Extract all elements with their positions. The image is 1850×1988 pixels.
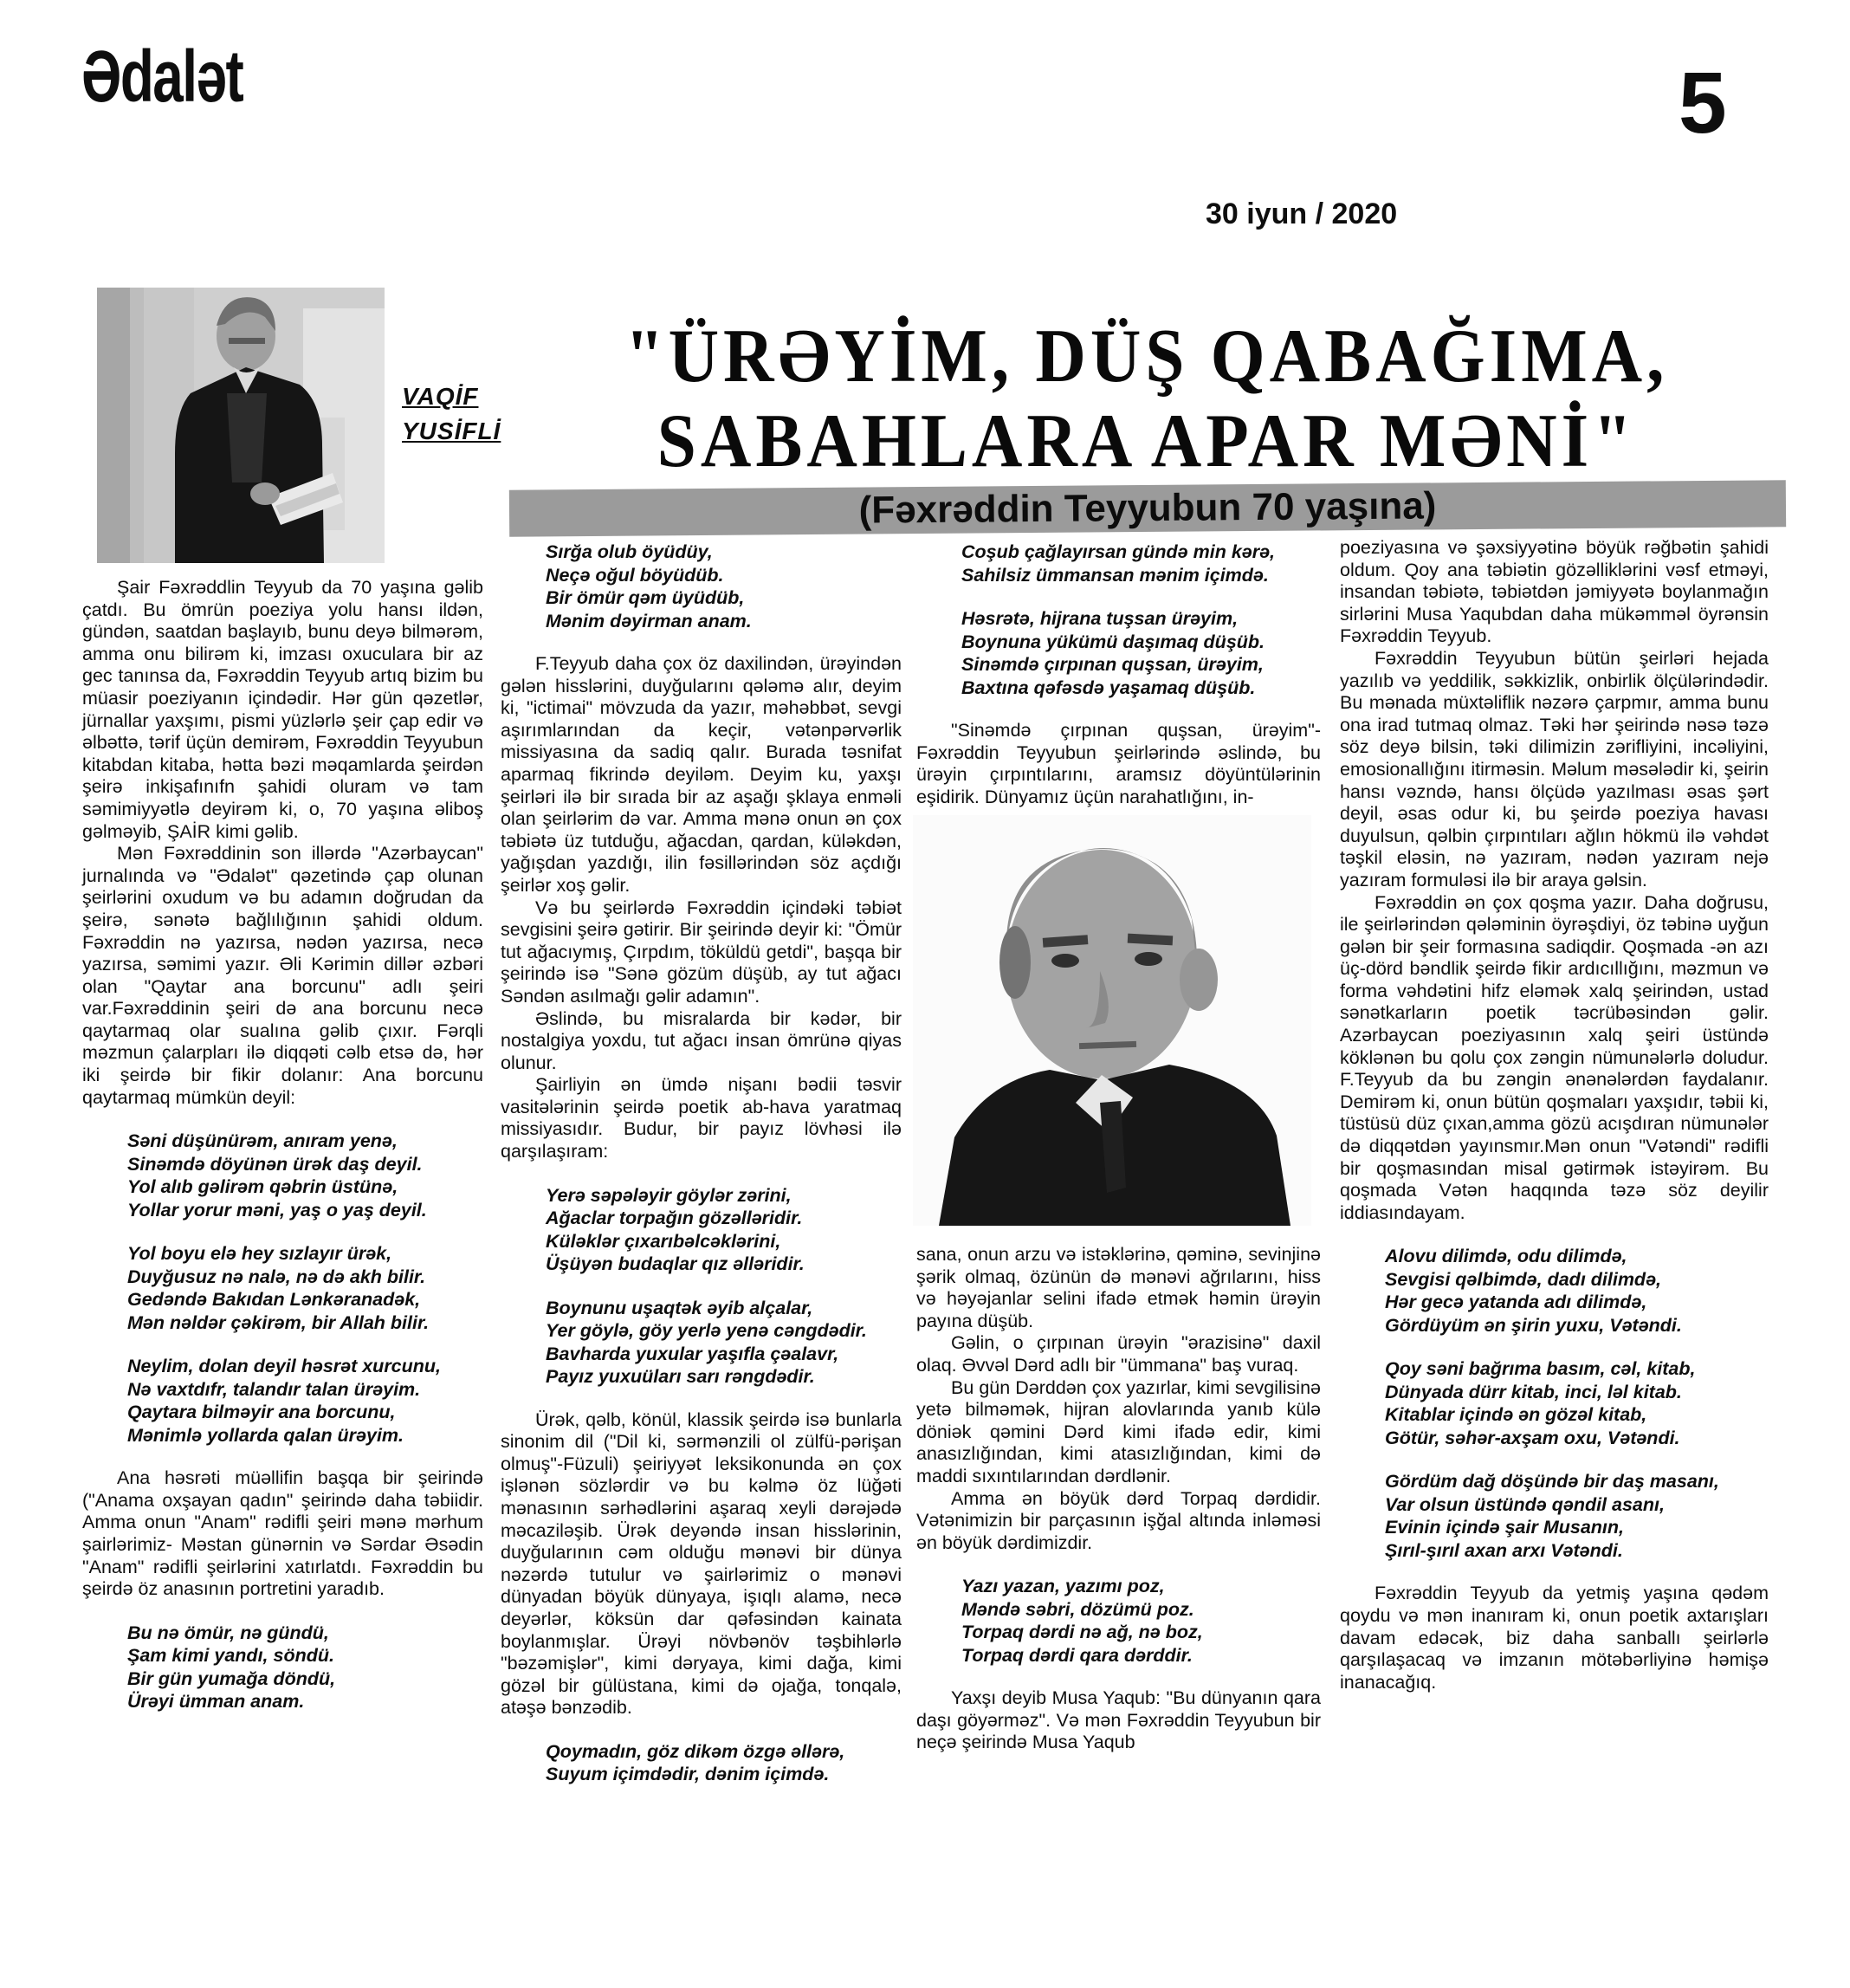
- poem-line: Dünyada dürr kitab, inci, ləl kitab.: [1385, 1381, 1682, 1402]
- poem-line: Qoymadın, göz dikəm özgə əllərə,: [546, 1740, 845, 1762]
- author-photo: [97, 288, 385, 563]
- poem-stanza: [546, 1297, 902, 1389]
- poem-line: Sinəmdə çırpınan quşsan, ürəyim,: [961, 654, 1264, 675]
- portrait-photo: [913, 815, 1311, 1226]
- poem-stanza: [546, 1740, 902, 1786]
- poem-stanza: [1385, 1357, 1769, 1449]
- article-column-3: [916, 537, 1321, 1754]
- poem-stanza: [127, 1130, 483, 1221]
- poem-line: Boynunu uşaqtək əyib alçalar,: [546, 1297, 813, 1318]
- article-paragraph: Amma ən böyük dərd Torpaq dərdidir. Vətənimizin bir parçasının işğal altında inləməsi ən böyük dərdimizdir.: [916, 1487, 1321, 1553]
- article-paragraph: poeziyasına və şəxsiyyətinə böyük rəğbətin şahidi oldum. Qoy ana təbiətin gözəlliklərini vəsf etməyi, insandan təbiətə, təbiətdən jəmiyyətə boylanmağın sirlərini Musa Yaqubdan daha mükəmməl öyrənsin Fəxrəddin Teyyub.: [1340, 537, 1769, 647]
- poem-line: Götür, səhər-axşam oxu, Vətəndi.: [1385, 1427, 1680, 1448]
- poem-line: Şam kimi yandı, söndü.: [127, 1645, 334, 1667]
- byline-last-name: YUSİFLİ: [402, 418, 501, 444]
- poem-line: Həsrətə, hijrana tuşsan ürəyim,: [961, 608, 1239, 629]
- poem-line: Baxtına qəfəsdə yaşamaq düşüb.: [961, 677, 1256, 698]
- newspaper-title: Ədalət: [81, 36, 243, 117]
- poem-line: Bavharda yuxular yaşıfla çəalavr,: [546, 1343, 839, 1364]
- poem-line: Sırğa olub öyüdüy,: [546, 541, 713, 562]
- article-paragraph: sana, onun arzu və istəklərinə, qəminə, sevinjinə şərik olmaq, özünün də mənəvi ağrılarını, hiss və həyəjanlar selini ifadə etmək həmin ürəyin payına düşüb.: [916, 1243, 1321, 1331]
- poem-line: Duyğusuz nə nalə, nə də akh bilir.: [127, 1266, 426, 1287]
- poem-line: Alovu dilimdə, odu dilimdə,: [1385, 1246, 1627, 1267]
- poem-line: Qaytara bilməyir ana borcunu,: [127, 1402, 396, 1423]
- article-paragraph: Əslində, bu misralarda bir kədər, bir nostalgiya yoxdu, tut ağacı insan ömrünə qiyas olunur.: [501, 1007, 902, 1073]
- page-number: 5: [1679, 55, 1727, 152]
- poem-stanza: [961, 1575, 1321, 1667]
- poem-stanza: [127, 1242, 483, 1334]
- byline-first-name: VAQİF: [402, 383, 479, 410]
- poem-line: Torpaq dərdi qara dərddir.: [961, 1644, 1193, 1666]
- poem-line: Evinin içində şair Musanın,: [1385, 1517, 1624, 1538]
- article-column-2: [501, 537, 902, 1807]
- poem-line: Ürəyi ümman anam.: [127, 1691, 305, 1713]
- poem-line: Suyum içimdədir, dənim içimdə.: [546, 1764, 830, 1785]
- poem-line: Küləklər çıxarıbəlcəklərini,: [546, 1230, 781, 1252]
- poem-stanza: [1385, 1470, 1769, 1562]
- poem-line: Gedəndə Bakıdan Lənkəranadək,: [127, 1289, 421, 1311]
- poem-line: Yol boyu elə hey sızlayır ürək,: [127, 1243, 392, 1265]
- poem-line: Yazı yazan, yazımı poz,: [961, 1576, 1165, 1597]
- poem-line: Mənimlə yollarda qalan ürəyim.: [127, 1424, 404, 1446]
- poem-line: Gördüyüm ən şirin yuxu, Vətəndi.: [1385, 1314, 1682, 1336]
- poem-line: Məndə səbri, dözümü poz.: [961, 1598, 1194, 1620]
- article-paragraph: "Sinəmdə çırpınan quşsan, ürəyim"- Fəxrəddin Teyyubun şeirlərində əslində, bu ürəyin çırpıntılarını, aramsız döyüntülərinin eşidirik. Dünyamız üçün narahatlığını, in-: [916, 720, 1321, 807]
- poem-line: Neçə oğul böyüdüb.: [546, 564, 724, 586]
- poem-line: Sahilsiz ümmansan mənim içimdə.: [961, 564, 1269, 586]
- poem-line: Qoy səni bağrıma basım, cəl, kitab,: [1385, 1358, 1696, 1380]
- poem-line: Payız yuxuüları sarı rəngdədir.: [546, 1366, 815, 1388]
- poem-line: Nə vaxtdıfr, talandır talan ürəyim.: [127, 1378, 421, 1400]
- author-block: [97, 288, 501, 565]
- article-paragraph: Şairliyin ən ümdə nişanı bədii təsvir vasitələrinin şeirdə poetik ab-hava yaratmaq missiyasıdır. Budur, bir payız lövhəsi ilə qarşılaşıram:: [501, 1074, 902, 1162]
- poem-line: Səni düşünürəm, anıram yenə,: [127, 1130, 398, 1152]
- poem-line: Üşüyən budaqlar qız əlləridir.: [546, 1253, 805, 1275]
- poem-line: Mənim dəyirman anam.: [546, 610, 752, 631]
- poem-stanza: [127, 1622, 483, 1713]
- article-paragraph: Ana həsrəti müəllifin başqa bir şeirində ("Anama oxşayan qadın" şeirində daha təbiidir. Amma onun "Anam" rədifli şeiri mənə mərhum şairlərimiz- Məstan günərnin və Sərdar Əsədin "Anam" rədifli şeirlərini xatırlatdı. Fəxrəddin bu şeirdə öz anasının portretini yaradıb.: [82, 1467, 483, 1600]
- article-column-4: [1340, 537, 1769, 1693]
- poem-line: Neylim, dolan deyil həsrət xurcunu,: [127, 1356, 442, 1377]
- issue-date: 30 iyun / 2020: [1206, 198, 1398, 230]
- poem-line: Bu nə ömür, nə gündü,: [127, 1622, 329, 1643]
- poem-line: Yerə səpələyir göylər zərini,: [546, 1184, 792, 1206]
- poem-line: Bir ömür qəm üyüdüb,: [546, 587, 745, 608]
- poem-line: Yer göylə, göy yerlə yenə cəngdədir.: [546, 1320, 867, 1342]
- headline-line-1: "ÜRƏYİM, DÜŞ QABAĞIMA,: [624, 314, 1669, 398]
- article-paragraph: Fəxrəddin ən çox qoşma yazır. Daha doğrusu, ile şeirlərindən qələminin öyrəşdiyi, öz təbinə uyğun gələn bir şeir formasına sadiqdir. Qoşmada -ən azı üç-dörd bəndlik şeirdə fikir ardıcıllığını, məzmun və forma vəhdətini hifz eləmək xalq şeirindən, ustad sənətkarların poetik təcrübəsindən gəlir. Azərbaycan poeziyasının xalq şeiri üstündə köklənən bu qolu çox zəngin nümunələrlə doludur. F.Teyyub da bu zəngin ənənələrdən faydalanır. Demirəm ki, onun bütün qoşmaları yaxşıdır, təbii ki, tüstüsü düz çıxan,amma gözü acışdıran nümunələr də diqqətdən yayınsmır.Mən onun "Vətəndi" rədifli bir qoşmasından misal gətirmək istəyirəm. Bu qoşmada Vətən haqqında təzə söz deyilir iddiasındayam.: [1340, 891, 1769, 1223]
- poem-stanza: [127, 1355, 483, 1447]
- byline: [402, 379, 501, 449]
- article-paragraph: Fəxrəddin Teyyub da yetmiş yaşına qədəm qoydu və mən inanıram ki, onun poetik axtarışları davam edəcək, biz daha sanballı şeirlərlə qarşılaşacaq və imzanın mötəbərliyinə həmişə inanacağıq.: [1340, 1583, 1769, 1693]
- poem-line: Boynuna yükümü daşımaq düşüb.: [961, 631, 1265, 652]
- poem-line: Yol alıb gəlirəm qəbrin üstünə,: [127, 1176, 398, 1198]
- article-paragraph: Gəlin, o çırpınan ürəyin "ərazisinə" daxil olaq. Əvvəl Dərd adlı bir "ümmana" baş vuraq.: [916, 1332, 1321, 1376]
- article-headline: [518, 310, 1776, 483]
- poem-line: Coşub çağlayırsan gündə min kərə,: [961, 541, 1276, 562]
- poem-line: Hər gecə yatanda adı dilimdə,: [1385, 1292, 1647, 1313]
- poem-line: Torpaq dərdi nə ağ, nə boz,: [961, 1622, 1203, 1643]
- poem-line: Gördüm dağ döşündə bir daş masanı,: [1385, 1471, 1719, 1493]
- article-subtitle-banner: (Fəxrəddin Teyyubun 70 yaşına): [509, 480, 1786, 537]
- poem-stanza: [1385, 1245, 1769, 1337]
- article-paragraph: Və bu şeirlərdə Fəxrəddin içindəki təbiət sevgisini şeirə gətirir. Bir şeirində deyir ki: "Ömür tut ağacıymış, Çırpdım, töküldü getdi", başqa bir şeirində isə "Sənə gözüm düşüb, ay tut ağacı Səndən asılmağı gəlir adamın".: [501, 897, 902, 1007]
- poem-line: Mən nəldər çəkirəm, bir Allah bilir.: [127, 1311, 430, 1333]
- poem-line: Var olsun üstündə qəndil asanı,: [1385, 1493, 1665, 1515]
- poem-line: Şırıl-şırıl axan arxı Vətəndi.: [1385, 1539, 1623, 1561]
- poem-line: Kitablar içində ən gözəl kitab,: [1385, 1404, 1647, 1426]
- poem-line: Sinəmdə döyünən ürək daş deyil.: [127, 1153, 423, 1175]
- poem-stanza: [961, 607, 1321, 699]
- poem-stanza: [546, 541, 902, 632]
- poem-stanza: [961, 541, 1321, 586]
- headline-line-2: SABAHLARA APAR MƏNİ": [657, 398, 1637, 483]
- article-paragraph: Şair Fəxrəddlin Teyyub da 70 yaşına gəlib çatdı. Bu ömrün poeziya yolu hansı ildən, gündən, saatdan başlayıb, bunu deyə bilmərəm, amma onu bilirəm ki, imzası oxuculara bir az gec tanınsa da, Fəxrəddin Teyyub artıq bizim bu müasir poeziyanın içindədir. Hər gün qəzetlər, jürnallar yaxşımı, pismi yüzlərlə şeir çap edir və əlbəttə, tərif üçün demirəm, Fəxrəddin Teyyubun kitabdan kitaba, hətta bəzi məqamlarda şeirdən şeirə inkişafınıfn şahidi oluram və tam səmimiyyətlə deyirəm ki, o, 70 yaşına əliboş gəlməyib, ŞAİR kimi gəlib.: [82, 577, 483, 842]
- poem-stanza: [546, 1184, 902, 1276]
- article-paragraph: Yaxşı deyib Musa Yaqub: "Bu dünyanın qara daşı göyərməz". Və mən Fəxrəddin Teyyubun bir neçə şeirində Musa Yaqub: [916, 1687, 1321, 1753]
- article-paragraph: F.Teyyub daha çox öz daxilindən, ürəyindən gələn hisslərini, duyğularını qələmə alır, deyim ki, "ictimai" mövzuda da yazır, məhəbbət, sevgi aşırımlarından da keçir, vətənpərvərlik missiyasına da sadiq qalır. Burada təsnifat aparmaq fikrində deyiləm. Deyim ku, yaxşı şeirləri ilə bir sırada bir az aşağı şklaya enməli olan şeirlərim də var. Amma mənə onun ən çox təbiətə üz tutduğu, ağacdan, qardan, küləkdən, yağışdan yazdığı, ilin fəsillərindən söz açdığı şeirlər xoş gəlir.: [501, 653, 902, 896]
- poem-line: Yollar yorur məni, yaş o yaş deyil.: [127, 1199, 427, 1221]
- article-paragraph: Mən Fəxrəddinin son illərdə "Azərbaycan" jurnalında və "Ədalət" qəzetində çap olunan şeirlərini oxudum və bu adamın doğrudan da şeirə, sənətə bağlılığının şahidi oldum. Fəxrəddin nə yazırsa, nədən yazırsa, necə yazırsa, səmimi yazır. Əli Kərimin dillər əzbəri olan "Qaytar ana borcunu" adlı şeiri var.Fəxrəddinin şeiri də ana borcunu necə qaytarmaq olar sualına gəlib çıxır. Fərqli məzmun çalarpları ilə diqqəti cəlb etsə də, hər iki şeirdə bir fikir dolanır: Ana borcunu qaytarmaq mümkün deyil:: [82, 843, 483, 1108]
- article-column-1: [82, 577, 483, 1734]
- poem-line: Bir gün yumağa döndü,: [127, 1667, 336, 1689]
- poem-line: Sevgisi qəlbimdə, dadı dilimdə,: [1385, 1268, 1661, 1290]
- poem-line: Ağaclar torpağın gözəlləridir.: [546, 1208, 803, 1229]
- article-paragraph: Ürək, qəlb, könül, klassik şeirdə isə bunlarla sinonim dil ("Dil ki, sərmənzili ol zülfü-pərişan olmuş"-Füzuli) şeiriyyət leksikonunda ən çox işlənən sözlərdir və bu kəlmə öz lüğəti mənasının sərhədlərini aşaraq xeyli dərəjədə məcaziləşib. Ürək deyəndə insan hisslərinin, duyğularının cəm olduğu mənəvi bir dünya nəzərdə tutulur və şairlərimiz o mənəvi dünyadan böyük dünyaya, işıqlı alamə, necə deyərlər, köksün dar qəfəsindən kainata boylanmışlar. Ürəyi növbənöv təşbihlərlə "bəzəmişlər", kimi dəryaya, kimi dağa, kimi gözəl bir gülüstana, kimi də ojağa, tonqalə, atəşə bənzədib.: [501, 1408, 902, 1719]
- article-paragraph: Fəxrəddin Teyyubun bütün şeirləri hejada yazılıb və yeddilik, səkkizlik, onbirlik ölçülərindədir. Bu mənada müxtəliflik nəzərə çarpmır, amma bunu ona irad tutmaq olmaz. Təki hər şeirində nəsə təzə söz deyə bilsin, təki dilimizin zərifliyini, incəliyini, emosionallığını itirməsin. Məlum məsələdir ki, şeirin hansı vəzndə, hansı ölçüdə yazılması əsas şərt deyil, əsas odur ki, bu şeirdə poeziya havası duyulsun, qəlbin çırpıntıları ağlın hökmü ilə vəhdət təşkil eləsin, nə yazıram, nədən yazıram nejə yazıram formuləsi ilə bir araya gəlsin.: [1340, 647, 1769, 890]
- article-paragraph: Bu gün Dərddən çox yazırlar, kimi sevgilisinə yetə bilməmək, hijran alovlarında yanıb külə döniək qəmini Dərd kimi ifadə edir, kimi anasızlığından, kimi atasızlığından, kimi də maddi sıxıntılarından dərdlənir.: [916, 1376, 1321, 1486]
